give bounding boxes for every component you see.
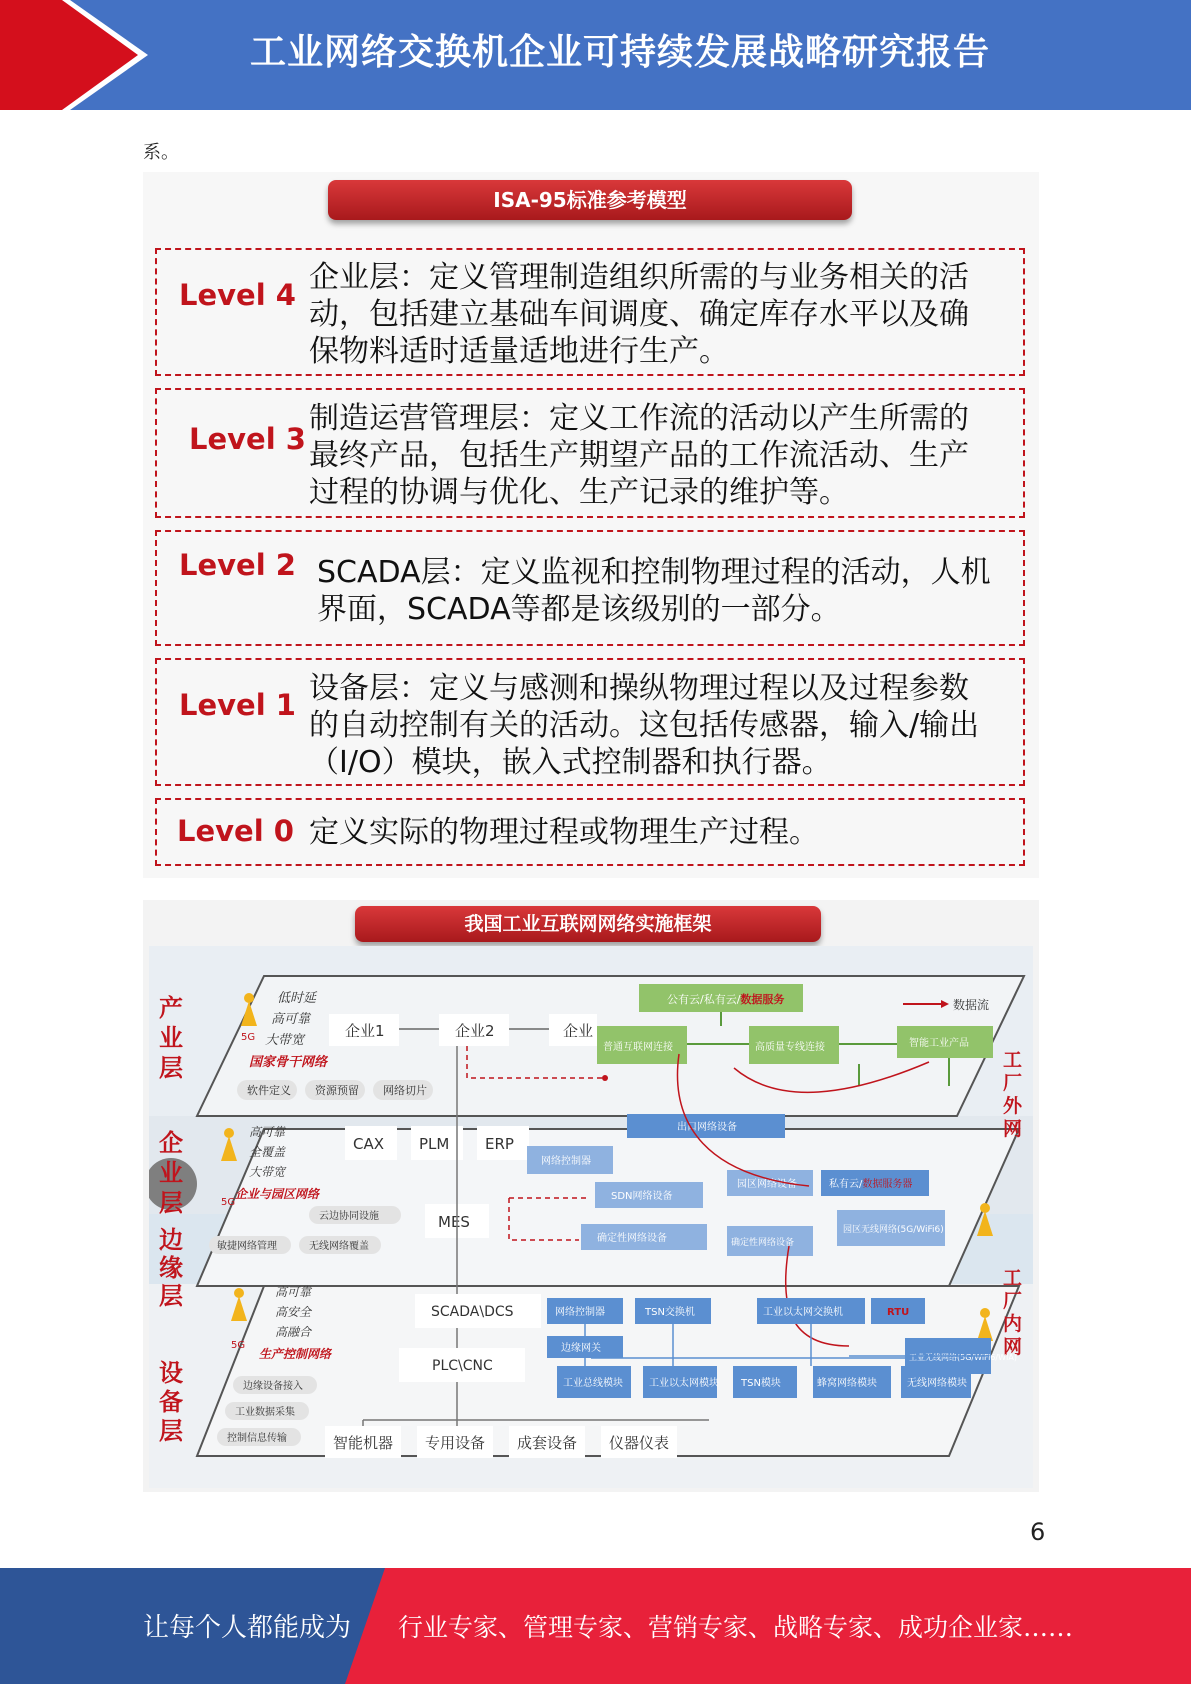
link-label: 智能工业产品: [909, 1038, 969, 1049]
equipment-label: 专用设备: [425, 1434, 486, 1452]
link-label: 高质量专线连接: [755, 1042, 825, 1053]
system-label: MES: [438, 1213, 470, 1231]
layer-char: 备: [159, 1388, 183, 1416]
device-label: 园区无线网络(5G/WiFi6): [843, 1225, 944, 1235]
layer-char: 层: [159, 1054, 183, 1082]
feature-text: 高可靠: [275, 1285, 312, 1299]
device-label: 出口网络设备: [677, 1122, 737, 1133]
header-arrow-decoration: [0, 0, 160, 110]
footer-slogan-left: 让每个人都能成为: [143, 1613, 352, 1643]
system-label: PLM: [419, 1135, 450, 1153]
device-label: SDN网络设备: [611, 1191, 673, 1202]
page-footer: [0, 1568, 1191, 1684]
enterprise-label: 企业1: [345, 1022, 385, 1040]
footer-slogan-right: 行业专家、管理专家、营销专家、战略专家、成功企业家……: [398, 1613, 1074, 1642]
device-label: 边缘网关: [561, 1343, 601, 1354]
side-char: 工: [1003, 1267, 1023, 1289]
level-3-box: [155, 388, 1025, 518]
layer-char: 缘: [159, 1254, 183, 1282]
level-1-box: [155, 658, 1025, 786]
industry-network-label: 国家骨干网络: [249, 1055, 328, 1070]
page-header: [0, 0, 1191, 110]
layer-char: 业: [159, 1024, 183, 1052]
enterprise-layer-label: [159, 1129, 183, 1217]
framework-title-banner: 我国工业互联网网络实施框架: [355, 906, 821, 942]
level-desc-line: 界面，SCADA等都是该级别的一部分。: [317, 592, 841, 627]
tag-text: 工业数据采集: [235, 1407, 295, 1418]
feature-text: 低时延: [277, 991, 317, 1006]
isa95-figure: [143, 172, 1039, 878]
device-label: RTU: [887, 1307, 910, 1318]
level-4-box: [155, 248, 1025, 376]
layer-char: 设: [159, 1359, 183, 1387]
inner-network-label: [1003, 1267, 1022, 1358]
antenna-5g-label: 5G: [231, 1340, 246, 1351]
level-desc-line: 制造运营管理层：定义工作流的活动以产生所需的: [309, 401, 969, 436]
isa95-title-banner: ISA-95标准参考模型: [328, 180, 852, 220]
enterprise-features: [249, 1125, 287, 1179]
feature-text: 大带宽: [265, 1033, 305, 1048]
level-description: [309, 814, 1005, 851]
antenna-5g-label: 5G: [221, 1197, 236, 1208]
tag-text: 网络切片: [383, 1084, 427, 1097]
edge-features: [275, 1285, 313, 1339]
feature-text: 高可靠: [271, 1012, 311, 1027]
system-label: CAX: [353, 1135, 385, 1153]
level-0-box: [155, 798, 1025, 866]
level-desc-line: 的自动控制有关的活动。这包括传感器，输入/输出: [309, 708, 980, 743]
control-label: PLC\CNC: [432, 1358, 493, 1374]
side-char: 工: [1003, 1049, 1023, 1071]
feature-text: 高可靠: [249, 1125, 286, 1139]
lead-text: 系。: [143, 142, 179, 163]
level-desc-line: 过程的协调与优化、生产记录的维护等。: [309, 475, 849, 510]
side-char: 厂: [1003, 1072, 1023, 1094]
level-desc-line: 定义实际的物理过程或物理生产过程。: [309, 815, 819, 850]
feature-text: 全覆盖: [249, 1145, 286, 1159]
control-label: SCADA\DCS: [431, 1304, 514, 1320]
level-label: Level 0: [177, 814, 294, 848]
equipment-label: 仪器仪表: [609, 1434, 670, 1452]
side-char: 网: [1003, 1336, 1023, 1358]
level-description: [309, 259, 1005, 370]
enterprise-label: 企业2: [455, 1022, 495, 1040]
edge-network-label: 生产控制网络: [259, 1347, 332, 1361]
private-cloud-label: 私有云/数据服务器: [829, 1179, 913, 1190]
tag-text: 边缘设备接入: [243, 1381, 303, 1392]
level-desc-line: 设备层：定义与感测和操纵物理过程以及过程参数: [309, 671, 969, 706]
module-boxes: [557, 1366, 971, 1398]
device-label: 园区网络设备: [737, 1179, 797, 1190]
level-desc-line: 动，包括建立基础车间调度、确定库存水平以及确: [309, 297, 969, 332]
tag-text: 软件定义: [247, 1084, 291, 1097]
device-label: 确定性网络设备: [731, 1238, 795, 1248]
module-label: 工业总线模块: [563, 1378, 623, 1389]
side-char: 内: [1003, 1313, 1023, 1335]
feature-text: 高融合: [275, 1325, 312, 1339]
layer-char: 层: [159, 1282, 183, 1310]
device-label: TSN交换机: [645, 1307, 695, 1318]
layer-char: 产: [159, 994, 183, 1022]
level-2-box: [155, 530, 1025, 646]
enterprise-label: 企业: [563, 1022, 594, 1040]
tag-text: 控制信息传输: [227, 1433, 287, 1444]
equipment-label: 成套设备: [517, 1434, 578, 1452]
module-label: 工业以太网模块: [649, 1378, 719, 1389]
layer-char: 业: [159, 1159, 183, 1187]
feature-text: 高安全: [275, 1305, 312, 1319]
module-label: TSN模块: [741, 1378, 781, 1389]
tag-text: 无线网络覆盖: [309, 1241, 369, 1252]
device-label: 确定性网络设备: [597, 1233, 667, 1244]
module-label: 无线网络模块: [907, 1378, 967, 1389]
tag-text: 资源预留: [315, 1084, 359, 1097]
industry-tags: [237, 1080, 433, 1100]
edge-layer-label: [159, 1226, 183, 1310]
side-char: 外: [1003, 1095, 1023, 1117]
level-desc-line: （I/O）模块，嵌入式控制器和执行器。: [309, 745, 832, 780]
device-label: 工业无线网络(5G/WiFi6/WIA): [909, 1353, 1017, 1362]
level-label: Level 4: [179, 278, 296, 312]
layer-char: 层: [159, 1189, 183, 1217]
framework-diagram: [149, 946, 1033, 1488]
layer-char: 边: [159, 1226, 183, 1254]
enterprise-network-label: 企业与园区网络: [235, 1187, 320, 1201]
device-label: 网络控制器: [541, 1156, 591, 1167]
level-desc-line: 保物料适时适量适地进行生产。: [309, 334, 729, 369]
layer-char: 企: [159, 1129, 183, 1157]
feature-text: 大带宽: [249, 1165, 286, 1179]
side-char: 网: [1003, 1118, 1023, 1140]
level-desc-line: 企业层：定义管理制造组织所需的与业务相关的活: [309, 260, 969, 295]
system-label: ERP: [485, 1135, 514, 1153]
level-desc-line: SCADA层：定义监视和控制物理过程的活动，人机: [317, 555, 991, 590]
level-description: [317, 554, 1005, 628]
tag-text: 云边协同设施: [319, 1211, 379, 1222]
device-layer-label: [159, 1359, 183, 1445]
level-desc-line: 最终产品，包括生产期望产品的工作流活动、生产: [309, 438, 969, 473]
level-label: Level 1: [179, 688, 296, 722]
side-char: 厂: [1003, 1290, 1023, 1312]
layer-char: 层: [159, 1417, 183, 1445]
enterprise-boxes: [329, 1014, 597, 1046]
level-description: [309, 670, 1005, 781]
device-label: 网络控制器: [555, 1307, 605, 1318]
module-label: 蜂窝网络模块: [817, 1378, 877, 1389]
equipment-label: 智能机器: [333, 1434, 394, 1452]
level-description: [309, 400, 1005, 511]
level-label: Level 3: [189, 422, 306, 456]
report-title: 工业网络交换机企业可持续发展战略研究报告: [249, 32, 990, 73]
tag-text: 敏捷网络管理: [217, 1241, 277, 1252]
level-label: Level 2: [179, 548, 296, 582]
outer-network-label: [1003, 1049, 1023, 1140]
legend-label: 数据流: [953, 998, 990, 1012]
antenna-5g-label: 5G: [241, 1032, 256, 1043]
device-label: 工业以太网交换机: [763, 1307, 843, 1318]
page-number: 6: [1030, 1518, 1046, 1546]
framework-figure: [143, 900, 1039, 1492]
link-label: 普通互联网连接: [603, 1042, 673, 1053]
cloud-service-label: 公有云/私有云/数据服务: [667, 993, 785, 1006]
industry-layer-label: [159, 994, 183, 1082]
flow-dot: [602, 1075, 608, 1081]
